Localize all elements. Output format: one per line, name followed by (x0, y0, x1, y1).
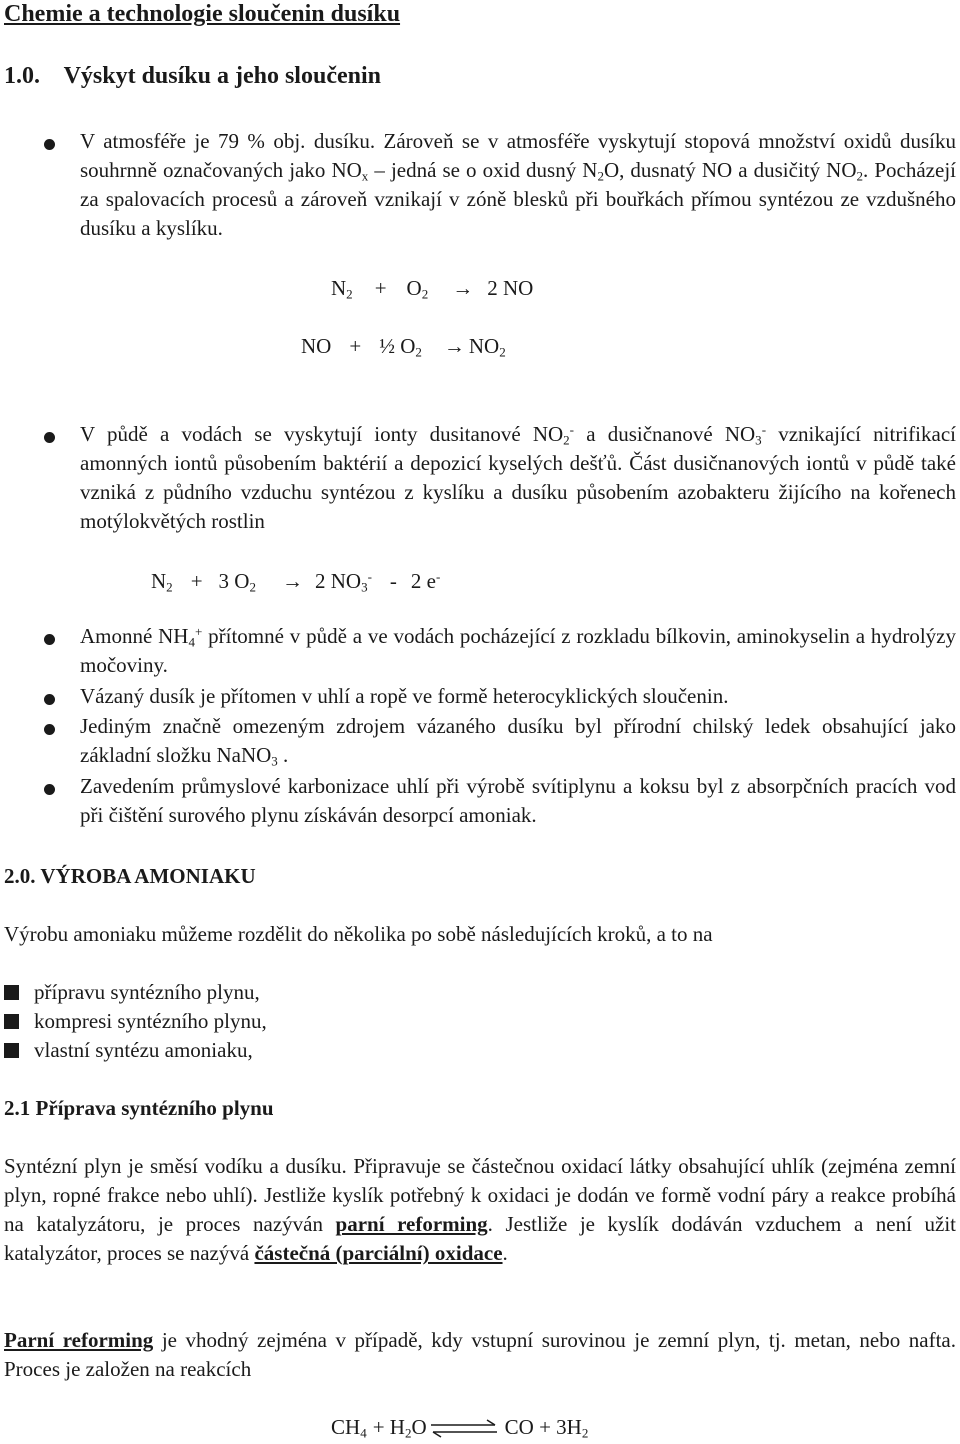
paragraph-synthesis-gas: Syntézní plyn je směsí vodíku a dusíku. Připravuje se částečnou oxidací látky obsahující uhlík (zejména zemní plyn, ropné frakce nebo uhlí). Jestliže kyslík potřebný k oxidaci je dodán ve formě vodní páry a reakce probíhá na katalyzátoru, je proces nazýván parní reforming. Jestliže je kyslík dodáván vzduchem a není užit katalyzátor, proces se nazývá částečná (parciální) oxidace. (4, 1154, 956, 1265)
bullet-icon (44, 432, 55, 443)
list-item: vlastní syntézu amoniaku, (34, 1038, 253, 1062)
paragraph-bound-nitrogen: Vázaný dusík je přítomen v uhlí a ropě ve formě heterocyklických sloučenin. (80, 684, 729, 708)
equation-1: $N_2 + O_2 \to 2$ NO (331, 276, 534, 302)
paragraph-carbonization: Zavedením průmyslové karbonizace uhlí při výrobě svítiplynu a koksu byl z absorpčních pracích vod při čištění surového plynu získáván desorpcí amoniak. (80, 774, 956, 827)
square-bullet-icon (4, 985, 19, 1000)
equation-3: $N_2 + 3$ $O_2 \to 2$ $NO_3^- - 2$ e- (151, 568, 441, 595)
document-title: Chemie a technologie sloučenin dusíku (4, 1, 401, 27)
equation-4: $CH_4 + H_2O$ CO + $3H_2$ (331, 1415, 589, 1441)
equilibrium-arrow-icon (429, 1419, 499, 1439)
square-bullet-icon (4, 1014, 19, 1029)
paragraph-soil-ions: V půdě a vodách se vyskytují ionty dusitanové $NO_2^-$ a dusičnanové $NO_3^-$ vznikající nitrifikací amonných iontů působením baktérií a depozicí kyselých dešťů. Část dusičnanových iontů v půdě také vzniká z půdního vzduchu syntézou z kyslíku a dusíku působením azobakteru žijícího na kořenech motýlokvětých rostlin (80, 421, 956, 533)
square-bullet-icon (4, 1043, 19, 1058)
paragraph-chile-saltpeter: Jediným značně omezeným zdrojem vázaného dusíku byl přírodní chilský ledek obsahující jako základní složku NaNO$_3$ . (80, 714, 956, 769)
bullet-icon (44, 139, 55, 150)
paragraph-steam-reforming: Parní reforming je vhodný zejména v případě, kdy vstupní surovinou je zemní plyn, tj. metan, nebo nafta. Proces je založen na reakcích (4, 1328, 956, 1381)
list-item: kompresi syntézního plynu, (34, 1009, 267, 1033)
equation-2: NO + ½ $O_2 \to NO_2$ (301, 334, 506, 360)
section-2-1-heading: 2.1 Příprava syntézního plynu (4, 1096, 274, 1120)
bullet-icon (44, 784, 55, 795)
section-2-heading: 2.0. VÝROBA AMONIAKU (4, 864, 256, 888)
paragraph-atmosphere: V atmosféře je 79 % obj. dusíku. Zároveň se v atmosféře vyskytují stopová množství oxidů dusíku souhrnně označovaných jako $NO_x$ – jedná se o oxid dusný $N_2O$, dusnatý NO a dusičitý $NO_2$. Pocházejí za spalovacích procesů a zároveň vznikají v zóně blesků při bouřkách přímou syntézou ze vzdušného dusíku a kyslíku. (80, 129, 956, 240)
section-2-intro: Výrobu amoniaku můžeme rozdělit do několika po sobě následujících kroků, a to na (4, 922, 713, 946)
bullet-icon (44, 634, 55, 645)
bullet-icon (44, 694, 55, 705)
bullet-icon (44, 724, 55, 735)
paragraph-ammonium: Amonné $NH_4^+$ přítomné v půdě a ve vodách pocházející z rozkladu bílkovin, aminokyselin a hydrolýzy močoviny. (80, 623, 956, 677)
list-item: přípravu syntézního plynu, (34, 980, 260, 1004)
section-1-heading: 1.0. Výskyt dusíku a jeho sloučenin (4, 63, 381, 89)
